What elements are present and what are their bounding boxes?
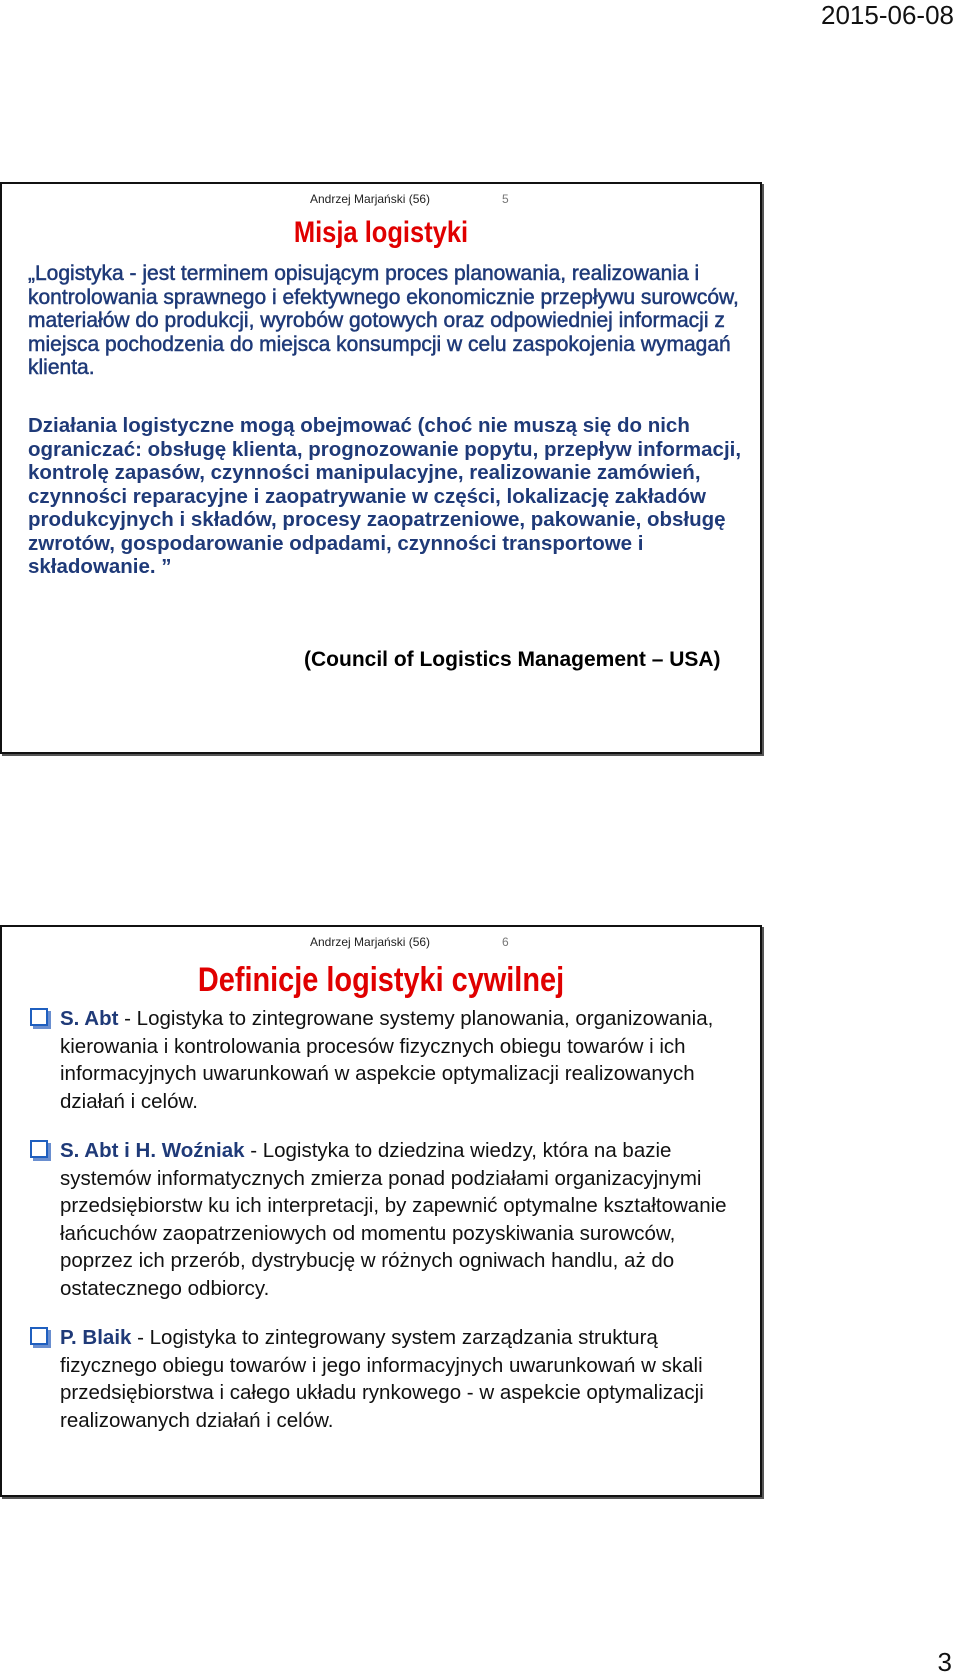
page-date: 2015-06-08 (821, 0, 954, 30)
slide-number: 6 (502, 935, 509, 949)
author-name: S. Abt (60, 1007, 119, 1030)
quote-source: (Council of Logistics Management – USA) (304, 648, 721, 671)
definition-text: - Logistyka to zintegrowane systemy planowania, organizowania, kierowania i kontrolowania procesów fizycznych obiegu towarów i ich informacyjnych uwarunkowań w aspekcie optymalizacji realizowanych działań i celów. (60, 1007, 714, 1113)
checkbox-bullet-icon (30, 1140, 48, 1158)
list-item (26, 1324, 746, 1434)
slide-author: Andrzej Marjański (56) (310, 192, 431, 206)
author-name: S. Abt i H. Woźniak (60, 1139, 245, 1162)
slide-misja-logistyki (0, 182, 762, 754)
definition-text: - Logistyka to zintegrowany system zarządzania strukturą fizycznego obiegu towarów i jego informacyjnych uwarunkowań w skali przedsiębiorstwa i całego układu rynkowego - w aspekcie optymalizacji realizowanych działań i celów. (60, 1326, 704, 1432)
page-number: 3 (937, 1647, 952, 1677)
slide-title: Misja logistyki (293, 216, 469, 249)
list-item (26, 1005, 746, 1115)
definitions-list (26, 1005, 746, 1456)
slide-title: Definicje logistyki cywilnej (197, 961, 565, 999)
definition-text: - Logistyka to dziedzina wiedzy, która na bazie systemów informatycznych zmierza ponad podziałami organizacyjnymi przedsiębiorstw ku ich interpretacji, by zapewnić optymalne kształtowanie łańcuchów zaopatrzeniowych od momentu pozyskiwania surowców, poprzez ich przerób, dystrybucję w różnych ogniwach handlu, aż do ostatecznego odbiorcy. (60, 1139, 727, 1300)
checkbox-bullet-icon (30, 1327, 48, 1345)
slide-definicje-logistyki (0, 925, 762, 1497)
definition-paragraph: „Logistyka - jest terminem opisującym proces planowania, realizowania i kontrolowania sprawnego i efektywnego ekonomicznie przepływu surowców, materiałów do produkcji, wyrobów gotowych oraz odpowiedniej informacji z miejsca pochodzenia do miejsca konsumpcji w celu zaspokojenia wymagań klienta. (28, 262, 739, 379)
activities-paragraph: Działania logistyczne mogą obejmować (choć nie muszą się do nich ograniczać: obsługę klienta, prognozowanie popytu, przepływ informacji, kontrolę zapasów, czynności manipulacyjne, realizowanie zamówień, czynności reparacyjne i zaopatrywanie w części, lokalizację zakładów produkcyjnych i składów, procesy zaopatrzeniowe, pakowanie, obsługę zwrotów, gospodarowanie odpadami, czynności transportowe i składowanie. ” (28, 414, 742, 578)
slide-author: Andrzej Marjański (56) (310, 935, 431, 949)
author-name: P. Blaik (60, 1326, 132, 1349)
checkbox-bullet-icon (30, 1008, 48, 1026)
list-item (26, 1137, 746, 1302)
slide-number: 5 (502, 192, 509, 206)
